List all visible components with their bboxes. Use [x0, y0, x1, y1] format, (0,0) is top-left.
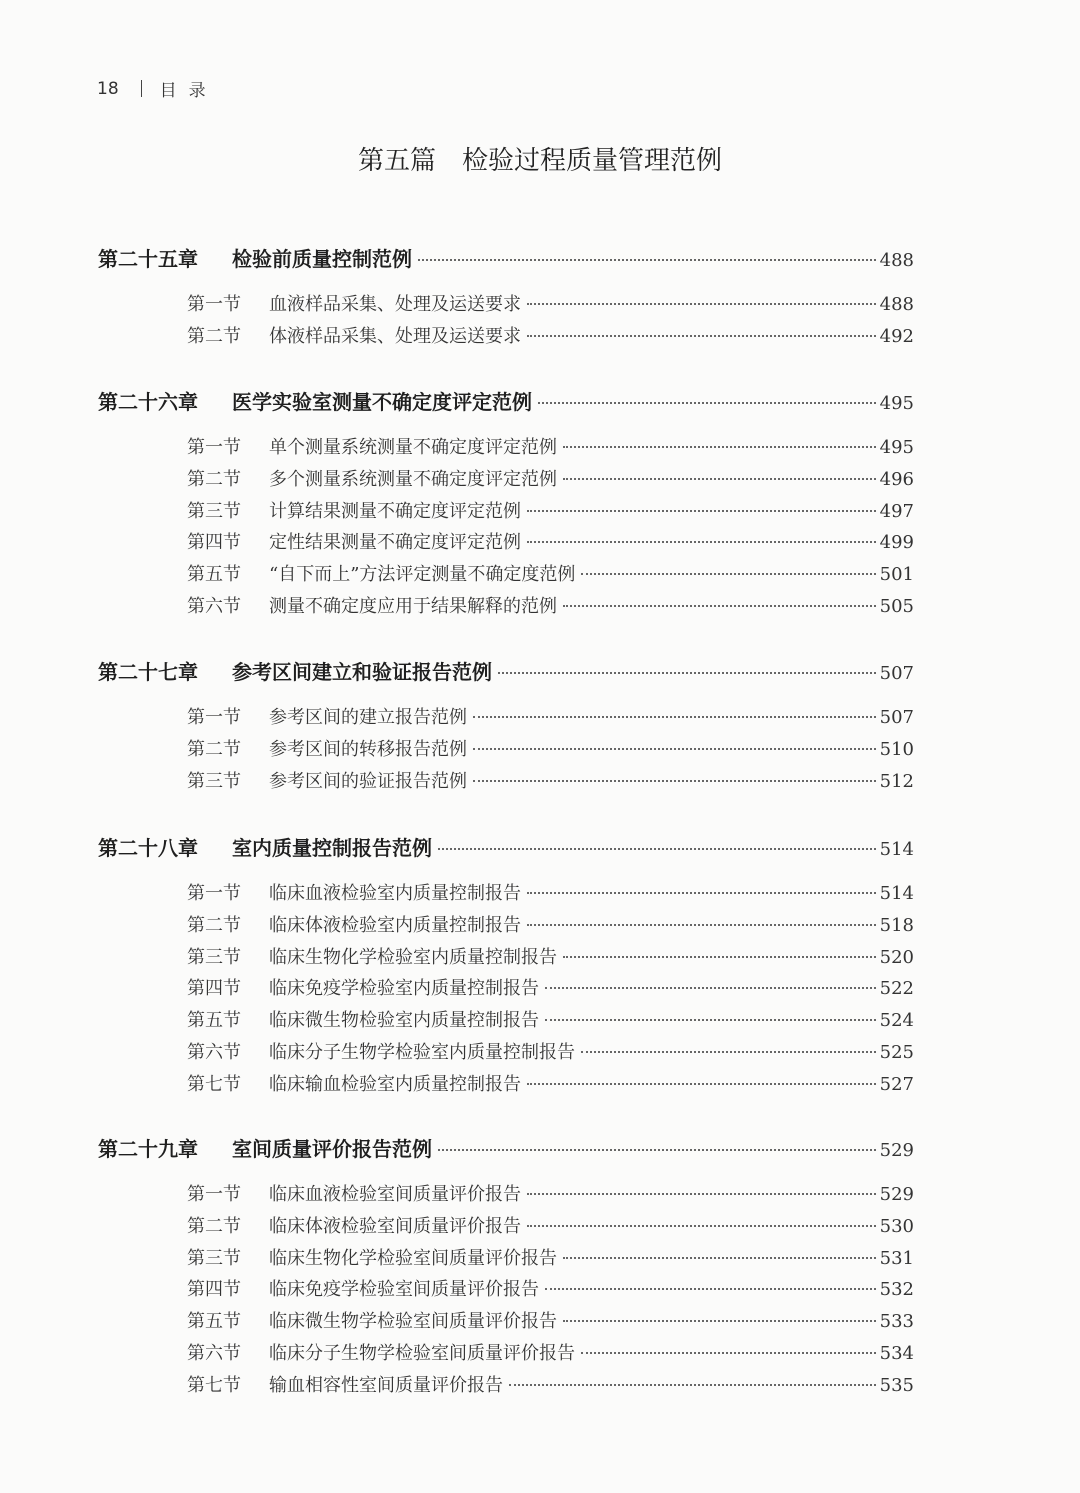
chapter-number: 第二十八章: [98, 836, 198, 860]
chapter-title: 室间质量评价报告范例: [232, 1137, 432, 1161]
section-number: 第三节: [187, 946, 241, 968]
section-entry[interactable]: [187, 1371, 914, 1397]
section-number: 第六节: [187, 1042, 241, 1063]
section-title: 临床生物化学检验室内质量控制报告: [269, 946, 557, 968]
section-page-number: 510: [879, 738, 914, 760]
section-number: 第六节: [187, 596, 241, 617]
section-page-number: 488: [879, 294, 914, 315]
section-entry[interactable]: [187, 433, 914, 459]
section-number: 第七节: [187, 1073, 241, 1095]
section-entry[interactable]: [187, 1339, 914, 1365]
chapter-title: 参考区间建立和验证报告范例: [232, 660, 492, 684]
section-number: 第二节: [187, 1215, 241, 1237]
section-page-number: 535: [879, 1374, 914, 1396]
section-number: 第六节: [187, 1343, 241, 1364]
chapter-number: 第二十六章: [98, 390, 198, 414]
chapter-page-number: 507: [879, 663, 914, 684]
section-entry[interactable]: [187, 879, 914, 905]
section-entry[interactable]: [187, 1006, 914, 1032]
section-number: 第三节: [187, 770, 241, 792]
chapter-page-number: 488: [879, 250, 914, 271]
dot-leader: [527, 335, 876, 337]
chapter-page-number: 514: [879, 839, 914, 860]
section-number: 第一节: [187, 437, 241, 458]
section-page-number: 531: [879, 1247, 914, 1269]
section-entry[interactable]: [187, 735, 914, 761]
section-entry[interactable]: [187, 1275, 914, 1301]
dot-leader: [581, 1352, 876, 1354]
section-page-number: 495: [879, 437, 914, 458]
section-page-number: 497: [879, 500, 914, 522]
section-page-number: 492: [879, 325, 914, 347]
section-entry[interactable]: [187, 465, 914, 491]
section-title: 血液样品采集、处理及运送要求: [269, 294, 521, 315]
section-page-number: 518: [879, 914, 914, 936]
section-entry[interactable]: [187, 911, 914, 937]
dot-leader: [563, 605, 876, 607]
chapter-entry[interactable]: [98, 243, 914, 272]
section-number: 第二节: [187, 325, 241, 347]
section-entry[interactable]: [187, 497, 914, 523]
section-page-number: 533: [879, 1311, 914, 1333]
section-title: 临床输血检验室内质量控制报告: [269, 1073, 521, 1095]
section-page-number: 507: [879, 707, 914, 728]
chapter-number: 第二十九章: [98, 1137, 198, 1161]
section-title: 单个测量系统测量不确定度评定范例: [269, 437, 557, 458]
section-title: 临床生物化学检验室间质量评价报告: [269, 1247, 557, 1269]
chapter-entry[interactable]: [98, 656, 914, 685]
section-page-number: 532: [879, 1279, 914, 1301]
chapter-title: 室内质量控制报告范例: [232, 836, 432, 860]
section-number: 第一节: [187, 883, 241, 904]
section-page-number: 512: [879, 770, 914, 792]
dot-leader: [527, 510, 876, 512]
section-number: 第四节: [187, 1279, 241, 1301]
section-page-number: 530: [879, 1215, 914, 1237]
section-title: 体液样品采集、处理及运送要求: [269, 325, 521, 347]
section-title: 临床免疫学检验室间质量评价报告: [269, 1279, 539, 1301]
dot-leader: [545, 1288, 876, 1290]
dot-leader: [509, 1384, 876, 1386]
dot-leader: [581, 1051, 876, 1053]
chapter-number: 第二十五章: [98, 247, 198, 271]
section-title: 临床血液检验室内质量控制报告: [269, 883, 521, 904]
chapter-number: 第二十七章: [98, 660, 198, 684]
chapter-entry[interactable]: [98, 1133, 914, 1162]
header-divider: [141, 80, 142, 97]
dot-leader: [545, 1019, 876, 1021]
section-number: 第二节: [187, 738, 241, 760]
section-number: 第五节: [187, 564, 241, 586]
section-entry[interactable]: [187, 1070, 914, 1096]
dot-leader: [473, 716, 876, 718]
chapter-entry[interactable]: [98, 832, 914, 861]
section-page-number: 499: [879, 532, 914, 554]
section-number: 第一节: [187, 1184, 241, 1205]
section-entry[interactable]: [187, 322, 914, 348]
dot-leader: [563, 446, 876, 448]
section-title: 临床微生物学检验室间质量评价报告: [269, 1311, 557, 1333]
section-title: 多个测量系统测量不确定度评定范例: [269, 468, 557, 490]
dot-leader: [498, 672, 876, 674]
section-entry[interactable]: [187, 592, 914, 618]
dot-leader: [527, 303, 876, 305]
chapter-entry[interactable]: [98, 386, 914, 415]
dot-leader: [473, 780, 876, 782]
section-title: 参考区间的转移报告范例: [269, 738, 467, 760]
chapter-page-number: 529: [879, 1140, 914, 1161]
section-number: 第三节: [187, 500, 241, 522]
chapter-page-number: 495: [879, 393, 914, 414]
dot-leader: [473, 748, 876, 750]
dot-leader: [563, 1320, 876, 1322]
section-entry[interactable]: [187, 974, 914, 1000]
section-number: 第四节: [187, 532, 241, 554]
section-number: 第四节: [187, 978, 241, 1000]
dot-leader: [438, 1149, 876, 1151]
section-entry[interactable]: [187, 560, 914, 586]
chapter-title: 医学实验室测量不确定度评定范例: [232, 390, 532, 414]
section-title: 临床分子生物学检验室间质量评价报告: [269, 1343, 575, 1364]
section-entry[interactable]: [187, 943, 914, 969]
section-title: 测量不确定度应用于结果解释的范例: [269, 596, 557, 617]
section-page-number: 501: [879, 564, 914, 586]
section-title: 定性结果测量不确定度评定范例: [269, 532, 521, 554]
section-page-number: 524: [879, 1010, 914, 1032]
section-title: 参考区间的建立报告范例: [269, 707, 467, 728]
header-title: 目录: [159, 81, 218, 101]
section-title: 参考区间的验证报告范例: [269, 770, 467, 792]
section-title: 计算结果测量不确定度评定范例: [269, 500, 521, 522]
section-entry[interactable]: [187, 1244, 914, 1270]
section-page-number: 520: [879, 946, 914, 968]
section-page-number: 514: [879, 883, 914, 904]
section-title: 临床免疫学检验室内质量控制报告: [269, 978, 539, 1000]
dot-leader: [527, 541, 876, 543]
section-page-number: 496: [879, 468, 914, 490]
section-page-number: 505: [879, 596, 914, 617]
section-page-number: 527: [879, 1073, 914, 1095]
dot-leader: [527, 924, 876, 926]
section-number: 第五节: [187, 1010, 241, 1032]
section-entry[interactable]: [187, 1212, 914, 1238]
dot-leader: [418, 259, 876, 261]
section-number: 第二节: [187, 914, 241, 936]
section-entry[interactable]: [187, 528, 914, 554]
section-number: 第一节: [187, 707, 241, 728]
section-page-number: 525: [879, 1042, 914, 1063]
section-title: 输血相容性室间质量评价报告: [269, 1374, 503, 1396]
section-entry[interactable]: [187, 767, 914, 793]
dot-leader: [538, 402, 876, 404]
section-number: 第一节: [187, 294, 241, 315]
section-entry[interactable]: [187, 290, 914, 316]
dot-leader: [438, 848, 876, 850]
section-title: 临床血液检验室间质量评价报告: [269, 1184, 521, 1205]
dot-leader: [527, 1193, 876, 1195]
dot-leader: [563, 478, 876, 480]
section-title: 临床微生物检验室内质量控制报告: [269, 1010, 539, 1032]
page-number: 18: [97, 78, 119, 99]
dot-leader: [563, 956, 876, 958]
dot-leader: [527, 1083, 876, 1085]
section-page-number: 534: [879, 1343, 914, 1364]
section-title: 临床分子生物学检验室内质量控制报告: [269, 1042, 575, 1063]
section-entry[interactable]: [187, 703, 914, 729]
section-entry[interactable]: [187, 1307, 914, 1333]
section-title: 临床体液检验室间质量评价报告: [269, 1215, 521, 1237]
dot-leader: [545, 987, 876, 989]
dot-leader: [527, 1225, 876, 1227]
running-head: [97, 76, 218, 101]
section-entry[interactable]: [187, 1180, 914, 1206]
part-title: 第五篇 检验过程质量管理范例: [357, 146, 722, 176]
section-entry[interactable]: [187, 1038, 914, 1064]
section-number: 第七节: [187, 1374, 241, 1396]
dot-leader: [563, 1257, 876, 1259]
section-number: 第五节: [187, 1311, 241, 1333]
section-number: 第二节: [187, 468, 241, 490]
dot-leader: [527, 892, 876, 894]
section-page-number: 529: [879, 1184, 914, 1205]
section-number: 第三节: [187, 1247, 241, 1269]
section-page-number: 522: [879, 978, 914, 1000]
chapter-title: 检验前质量控制范例: [232, 247, 412, 271]
section-title: 临床体液检验室内质量控制报告: [269, 914, 521, 936]
section-title: “自下而上”方法评定测量不确定度范例: [269, 564, 576, 586]
dot-leader: [581, 573, 875, 575]
